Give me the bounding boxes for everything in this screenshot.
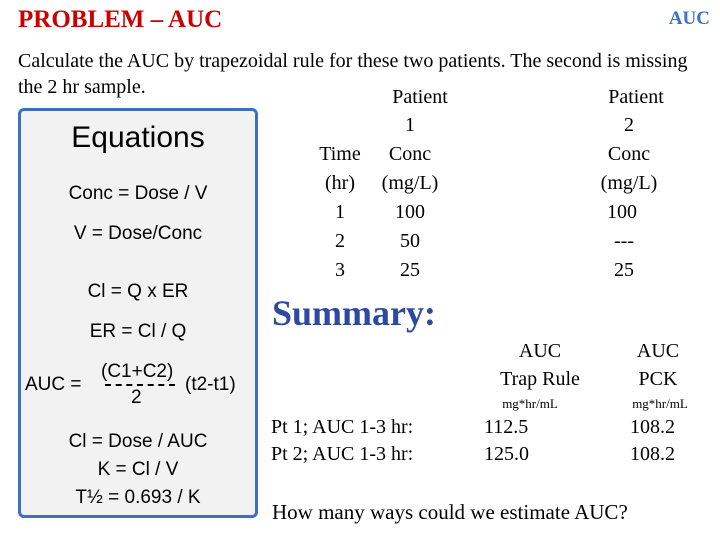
equations-title: Equations	[71, 121, 205, 154]
patient1-conc-header: Conc	[388, 143, 432, 165]
closing-question: How many ways could we estimate AUC?	[272, 500, 628, 524]
pck-unit: mg*hr/mL	[632, 396, 688, 411]
patient1-number: 1	[405, 114, 415, 136]
equation-extraction: ER = Cl / Q	[89, 321, 187, 342]
patient2-conc-value: ---	[614, 230, 634, 252]
patient2-header: Patient	[608, 86, 664, 108]
patient1-conc-value: 25	[400, 259, 420, 281]
equation-cl-auc: Cl = Dose / AUC	[68, 431, 208, 452]
summary-pck-value: 108.2	[630, 416, 675, 438]
summary-trap-value: 112.5	[484, 416, 529, 438]
time-value: 3	[335, 259, 345, 281]
patient2-conc-value: 100	[607, 201, 637, 223]
patient2-conc-unit: (mg/L)	[600, 172, 658, 194]
page-title: PROBLEM – AUC	[18, 6, 223, 33]
equations-panel	[18, 108, 258, 518]
auc-equation-numerator: (C1+C2)	[101, 361, 174, 382]
trap-rule-header: AUC	[518, 340, 562, 362]
patient1-conc-value: 50	[400, 230, 420, 252]
time-value: 2	[335, 230, 345, 252]
patient1-conc-unit: (mg/L)	[381, 172, 439, 194]
equation-k: K = Cl / V	[97, 459, 179, 480]
patient2-conc-header: Conc	[607, 143, 651, 165]
trap-rule-unit: mg*hr/mL	[502, 396, 558, 411]
equation-half-life: T½ = 0.693 / K	[75, 487, 201, 508]
auc-equation-prefix: AUC =	[25, 374, 82, 395]
pck-subheader: PCK	[638, 368, 678, 390]
patient2-number: 2	[624, 114, 634, 136]
patient1-header: Patient	[392, 86, 448, 108]
auc-equation-denominator: 2	[131, 387, 142, 408]
summary-trap-value: 125.0	[484, 443, 529, 465]
time-value: 1	[335, 201, 345, 223]
equation-conc: Conc = Dose / V	[68, 183, 208, 204]
pck-header: AUC	[636, 340, 680, 362]
patient2-conc-value: 25	[614, 259, 634, 281]
problem-statement: Calculate the AUC by trapezoidal rule for these two patients. The second is missing the 2 hr sample.	[18, 50, 688, 98]
auc-equation-interval: (t2-t1)	[185, 374, 236, 395]
fraction-bar	[105, 384, 175, 386]
equation-clearance: Cl = Q x ER	[87, 281, 189, 302]
time-unit: (hr)	[325, 172, 355, 194]
summary-pck-value: 108.2	[630, 443, 675, 465]
summary-row-label: Pt 2; AUC 1-3 hr:	[271, 443, 414, 465]
trap-rule-subheader: Trap Rule	[500, 368, 580, 390]
summary-heading: Summary:	[272, 293, 436, 333]
summary-row-label: Pt 1; AUC 1-3 hr:	[271, 416, 414, 438]
time-header: Time	[319, 143, 361, 165]
section-tag: AUC	[668, 8, 710, 29]
equation-volume: V = Dose/Conc	[73, 223, 203, 244]
patient1-conc-value: 100	[395, 201, 425, 223]
